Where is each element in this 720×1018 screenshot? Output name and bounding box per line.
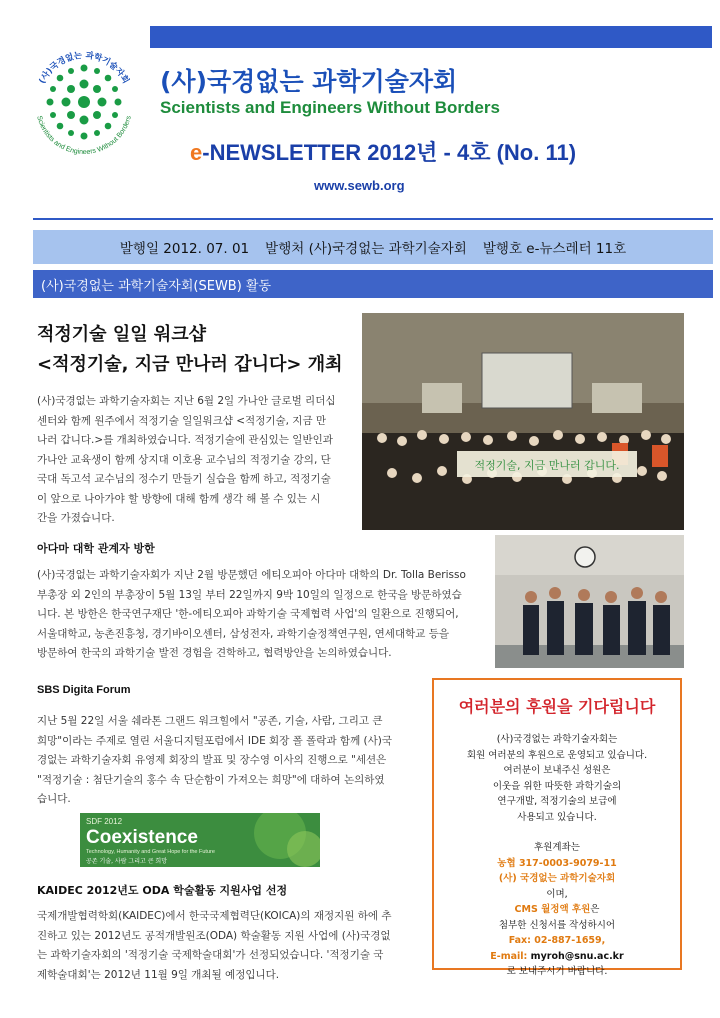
- article3-body: [37, 712, 422, 810]
- article4-title: KAIDEC 2012년도 ODA 학술활동 지원사업 선정: [37, 884, 288, 897]
- donation-line: 연구개발, 적정기술의 보급에: [497, 796, 617, 807]
- article3-line: "적정기술 : 첨단기술의 홍수 속 단순함이 가져오는 희망"에 대하여 논의하였: [37, 773, 385, 786]
- article1-line: 센터와 함께 원주에서 적정기술 일일워크샵 <적정기술, 지금 만: [37, 414, 327, 427]
- account-label: 후원계좌는: [534, 842, 580, 853]
- header-divider: [33, 218, 713, 220]
- article1-line: 이 앞으로 나아가야 할 방향에 대해 함께 생각 해 볼 수 있는 시: [37, 492, 321, 505]
- newsletter-issue: -NEWSLETTER 2012년 - 4호 (No. 11): [202, 140, 577, 165]
- workshop-group-photo: [362, 313, 684, 530]
- donation-body: [434, 732, 680, 980]
- cms-label: CMS 월정액 후원: [514, 904, 591, 915]
- banner-title: Coexistence: [86, 827, 198, 848]
- article4-line: 국제개발협력학회(KAIDEC)에서 한국국제협력단(KOICA)의 재정지원 하에 추: [37, 910, 392, 922]
- newsletter-title: [190, 136, 576, 167]
- article3-line: 지난 5월 22일 서울 쉐라톤 그랜드 워크힐에서 "공존, 기술, 사람, 그리고 큰: [37, 715, 383, 727]
- article4-line: 는 과학기술자회의 '적정기술 국제학술대회'가 선정되었습니다. '적정기술 국: [37, 949, 384, 961]
- banner-korean: 공존 기술, 사람 그리고 큰 희망: [86, 858, 167, 865]
- header-top-bar: [150, 26, 712, 48]
- article3-line: 희망"이라는 주제로 열린 서울디지털포럼에서 IDE 회장 폴 폴락과 함께 (사)국: [37, 734, 393, 747]
- article3-line: 경없는 과학기술자회 유영제 회장의 발표 및 장수영 이사의 진행으로 "세션은: [37, 754, 387, 766]
- article2-line: 부총장 외 2인의 부총장이 5월 13일 부터 22일까지 9박 10일의 일정으로 한국을 방문하였습: [37, 588, 462, 601]
- email-label: E-mail:: [490, 950, 531, 962]
- sdf-coexistence-banner: [80, 813, 320, 867]
- article1-line: 나러 갑니다.>를 개최하였습니다. 적정기술에 관심있는 일반인과: [37, 434, 333, 446]
- article2-title: 아다마 대학 관계자 방한: [37, 542, 155, 555]
- article1-line: 간을 가졌습니다.: [37, 512, 115, 524]
- article1-line: (사)국경없는 과학기술자회는 지난 6월 2일 가나안 글로벌 리더십: [37, 395, 336, 407]
- section-title-bar: (사)국경없는 과학기술자회(SEWB) 활동: [33, 270, 713, 298]
- article2-body: [37, 566, 489, 664]
- website-link[interactable]: www.sewb.org: [314, 178, 405, 193]
- article3-title: SBS Digita Forum: [37, 684, 131, 696]
- logo-text-bottom: Scientists and Engineers Without Borders: [35, 115, 133, 157]
- email-address[interactable]: myroh@snu.ac.kr: [530, 950, 624, 962]
- publication-info-bar: [33, 230, 713, 264]
- article1-title-line2: <적정기술, 지금 만나러 갑니다> 개최: [37, 354, 343, 375]
- donation-box: [432, 678, 682, 977]
- cms-suffix: 은: [590, 904, 600, 915]
- account-number: 농협 317-0003-9079-11: [497, 857, 617, 869]
- publish-date: 발행일 2012. 07. 01: [119, 241, 250, 257]
- article1-line: 국대 독고석 교수님의 정수기 만들기 실습을 함께 하고, 적정기술: [37, 473, 331, 485]
- org-name-english: Scientists and Engineers Without Borders: [160, 98, 500, 117]
- org-name-korean: (사)국경없는 과학기술자회: [160, 67, 458, 96]
- donation-line: 이웃을 위한 따뜻한 과학기술의: [492, 780, 622, 792]
- donation-line: (사)국경없는 과학기술자회는: [496, 734, 618, 745]
- issue-number: 발행호 e-뉴스레터 11호: [482, 241, 627, 257]
- article1-title-line1: 적정기술 일일 워크샵: [37, 324, 207, 345]
- article1-body: [37, 392, 355, 529]
- form-line: 첨부한 신청서를 작성하시어: [498, 919, 616, 931]
- banner-sdf: SDF 2012: [86, 817, 123, 826]
- donation-line: 회원 여러분의 후원으로 운영되고 있습니다.: [466, 749, 648, 761]
- article2-line: 니다. 본 방한은 한국연구재단 '한-에티오피아 과학기술 국제협력 사업'의 일환으로 진행되어,: [37, 608, 459, 620]
- fax-number: Fax: 02-887-1659,: [508, 935, 606, 946]
- account-holder: (사) 국경없는 과학기술자회: [498, 873, 616, 884]
- article2-line: 방문하여 한국의 과학기술 발전 경험을 견학하고, 협력방안을 논의하였습니다.: [37, 647, 392, 659]
- donation-line: 사용되고 있습니다.: [517, 811, 597, 823]
- closing-line: 로 보내주시기 바랍니다.: [506, 966, 608, 977]
- sewb-logo: [22, 40, 146, 164]
- article4-line: 제학술대회'는 2012년 11월 9일 개최될 예정입니다.: [37, 968, 280, 981]
- article1-line: 가나안 교육생이 함께 상지대 이호용 교수님의 적정기술 강의, 단: [37, 453, 331, 466]
- publisher: 발행처 (사)국경없는 과학기술자회: [265, 241, 467, 257]
- logo-text-top: (사)국경없는 과학기술자회: [37, 50, 131, 86]
- article4-body: [37, 907, 422, 985]
- banner-subtitle: Technology, Humanity and Great Hope for the Future: [86, 849, 215, 855]
- photo-banner-text: 적정기술, 지금 만나러 갑니다.: [474, 459, 620, 472]
- article3-line: 습니다.: [37, 793, 71, 805]
- and-text: 이며,: [546, 888, 568, 900]
- donation-title: 여러분의 후원을 기다립니다: [458, 697, 656, 716]
- article2-line: (사)국경없는 과학기술자회가 지난 2월 방문했던 에티오피아 아다마 대학의 Dr. Tolla Berisso: [37, 569, 466, 581]
- donation-line: 여러분이 보내주신 성원은: [503, 765, 611, 776]
- newsletter-e: e: [190, 140, 203, 165]
- adama-visit-photo: [495, 535, 684, 668]
- article4-line: 진하고 있는 2012년도 공적개발원조(ODA) 학술활동 지원 사업에 (사)국경없: [37, 929, 391, 942]
- article2-line: 서울대학교, 농촌진흥청, 경기바이오센터, 삼성전자, 과학기술정책연구원, 연세대학교 등을: [37, 627, 450, 640]
